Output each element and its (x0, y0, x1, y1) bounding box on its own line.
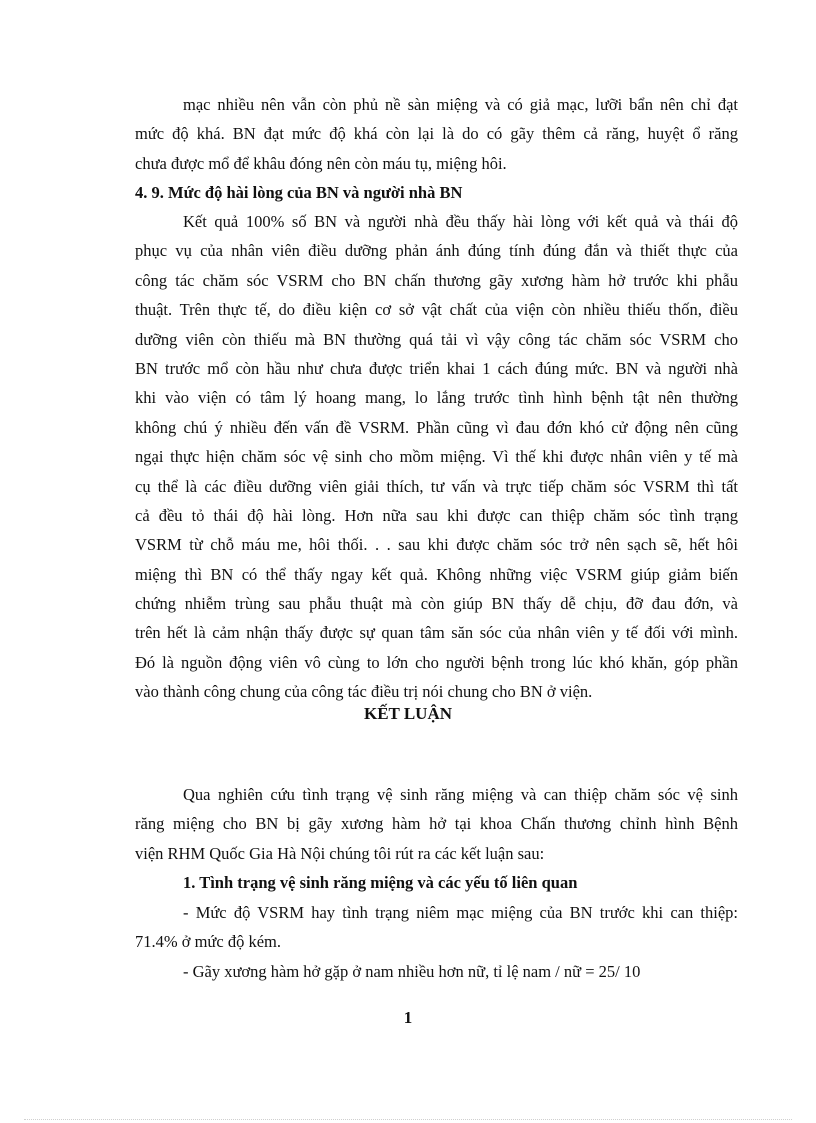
text-line: răng miệng cho BN bị gãy xương hàm hở tại khoa Chấn thương chỉnh hình Bệnh (135, 814, 738, 834)
heading-text: 4. 9. Mức độ hài lòng của BN và người nhà BN (135, 183, 463, 202)
text-line: chưa được mổ để khâu đóng nên còn máu tụ, miệng hôi. (135, 153, 507, 173)
text-line: Qua nghiên cứu tình trạng vệ sinh răng miệng và can thiệp chăm sóc vệ sinh (183, 785, 738, 804)
page-bottom-divider (24, 1119, 792, 1120)
text-line: miệng thì BN có thể thấy ngay kết quả. Không những việc VSRM giúp giảm biến (135, 564, 738, 584)
text-line: mức độ khá. BN đạt mức độ khá còn lại là do có gãy thêm cả răng, huyệt ổ răng (135, 124, 738, 144)
conclusion-item-1 (135, 898, 738, 957)
text-line: Kết quả 100% số BN và người nhà đều thấy hài lòng với kết quả và thái độ (183, 212, 738, 231)
paragraph-continued (135, 90, 738, 178)
paragraph-satisfaction (135, 207, 738, 707)
text-line: BN trước mổ còn hầu như chưa được triển khai 1 cách đúng mức. BN và người nhà (135, 358, 738, 378)
text-line: 71.4% ở mức độ kém. (135, 932, 281, 952)
conclusion-intro (135, 780, 738, 868)
heading-text: 1. Tình trạng vệ sinh răng miệng và các yếu tố liên quan (183, 873, 578, 892)
text-line: chứng nhiễm trùng sau phẫu thuật mà còn giúp BN thấy dễ chịu, đỡ đau đớn, và (135, 594, 738, 614)
text-line: vào thành công chung của công tác điều trị nói chung cho BN ở viện. (135, 682, 593, 702)
text-line: viện RHM Quốc Gia Hà Nội chúng tôi rút ra các kết luận sau: (135, 843, 545, 863)
text-line: - Gãy xương hàm hở gặp ở nam nhiều hơn nữ, tỉ lệ nam / nữ = 25/ 10 (183, 962, 641, 981)
text-line: - Mức độ VSRM hay tình trạng niêm mạc miệng của BN trước khi can thiệp: (183, 903, 738, 922)
text-line: ngại thực hiện chăm sóc vệ sinh cho mồm miệng. Vì thế khi được nhân viên y tế mà (135, 447, 738, 467)
text-line: khi vào viện có tâm lý hoang mang, lo lắng trước tình hình bệnh tật nên thường (135, 388, 738, 408)
text-line: cả đều tỏ thái độ hài lòng. Hơn nữa sau khi được can thiệp chăm sóc tình trạng (135, 505, 738, 525)
text-line: công tác chăm sóc VSRM cho BN chấn thương gãy xương hàm hở trước khi phẫu (135, 270, 738, 290)
text-line: cụ thể là các điều dưỡng viên giải thích, tư vấn và trực tiếp chăm sóc VSRM thì tất (135, 476, 738, 496)
text-line: mạc nhiều nên vẫn còn phủ nề sàn miệng và có giả mạc, lưỡi bẩn nên chỉ đạt (183, 95, 738, 114)
text-line: phục vụ của nhân viên điều dưỡng phản ánh đúng tính đúng đắn và thiết thực của (135, 241, 738, 261)
text-line: trên hết là cảm nhận thấy được sự quan tâm săn sóc của nhân viên y tế đối với mình. (135, 623, 738, 643)
text-line: dưỡng viên còn thiếu mà BN thường quá tải vì vậy công tác chăm sóc VSRM cho (135, 329, 738, 349)
section-heading (135, 178, 738, 207)
text-line: Đó là nguồn động viên vô cùng to lớn cho người bệnh trong lúc khó khăn, góp phần (135, 652, 738, 672)
conclusion-item-2 (135, 957, 738, 986)
conclusion-subheading (135, 868, 738, 897)
text-line: không chú ý nhiều đến vấn đề VSRM. Phần cũng vì đau đớn khó cử động nên cũng (135, 417, 738, 437)
text-line: VSRM từ chỗ máu me, hôi thối. . . sau khi được chăm sóc trở nên sạch sẽ, hết hôi (135, 535, 738, 555)
conclusion-title: KẾT LUẬN (363, 704, 452, 723)
page-number: 1 (403, 1008, 413, 1027)
text-line: thuật. Trên thực tế, do điều kiện cơ sở vật chất của viện còn nhiều thiếu thốn, điều (135, 300, 738, 320)
